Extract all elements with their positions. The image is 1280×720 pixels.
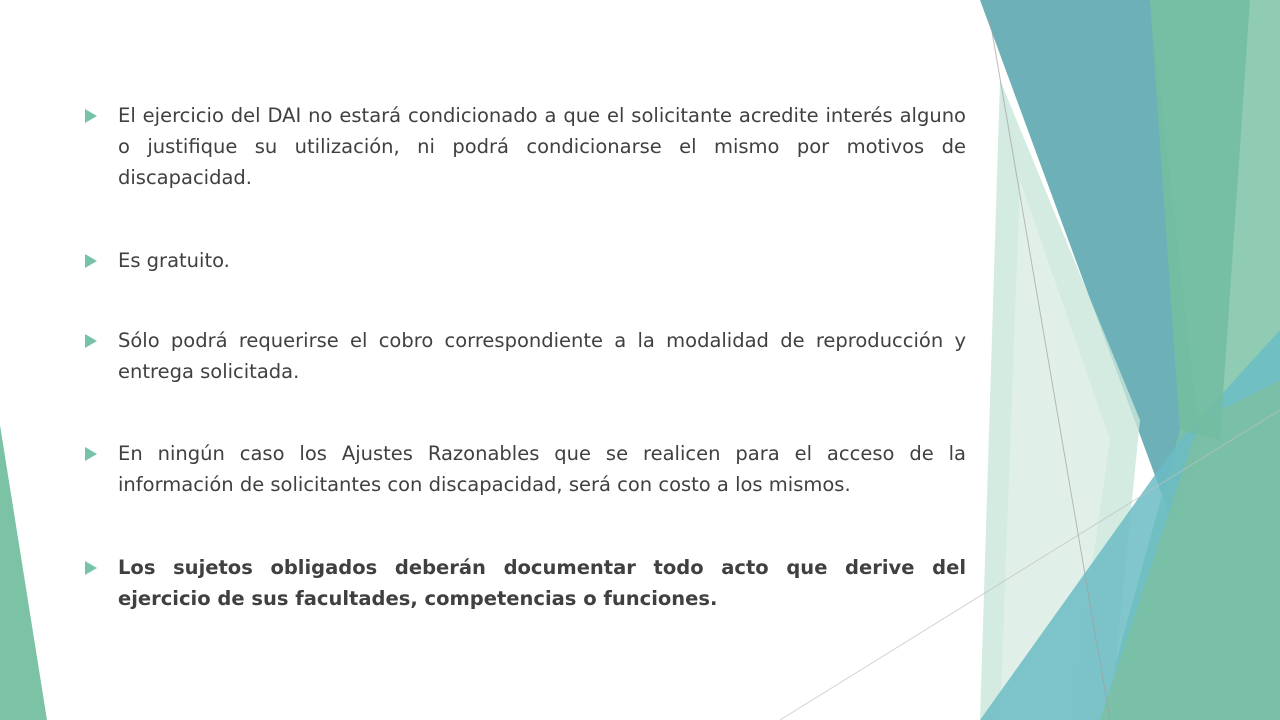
left-green-wedge bbox=[0, 425, 47, 720]
bullet-item bbox=[84, 245, 966, 276]
triangle-right-icon bbox=[84, 108, 98, 124]
bullet-text: El ejercicio del DAI no estará condicionado a que el solicitante acredite interés alguno o justifique su utilización, ni podrá condicionarse el mismo por motivos de discapacidad. bbox=[118, 104, 966, 189]
bullet-text-bold: Los sujetos obligados deberán documentar todo acto que derive del ejercicio de sus facultades, competencias o funciones. bbox=[118, 556, 966, 610]
bullet-item bbox=[84, 438, 966, 500]
bullet-item bbox=[84, 552, 966, 614]
triangle-right-icon bbox=[84, 333, 98, 349]
bullet-text: Es gratuito. bbox=[118, 249, 230, 272]
triangle-right-icon bbox=[84, 253, 98, 269]
bullet-item bbox=[84, 100, 966, 193]
bullet-text: Sólo podrá requerirse el cobro correspondiente a la modalidad de reproducción y entrega solicitada. bbox=[118, 329, 966, 383]
bullet-text: En ningún caso los Ajustes Razonables que se realicen para el acceso de la información de solicitantes con discapacidad, será con costo a los mismos. bbox=[118, 442, 966, 496]
triangle-right-icon bbox=[84, 446, 98, 462]
triangle-right-icon bbox=[84, 560, 98, 576]
bullet-item bbox=[84, 325, 966, 387]
